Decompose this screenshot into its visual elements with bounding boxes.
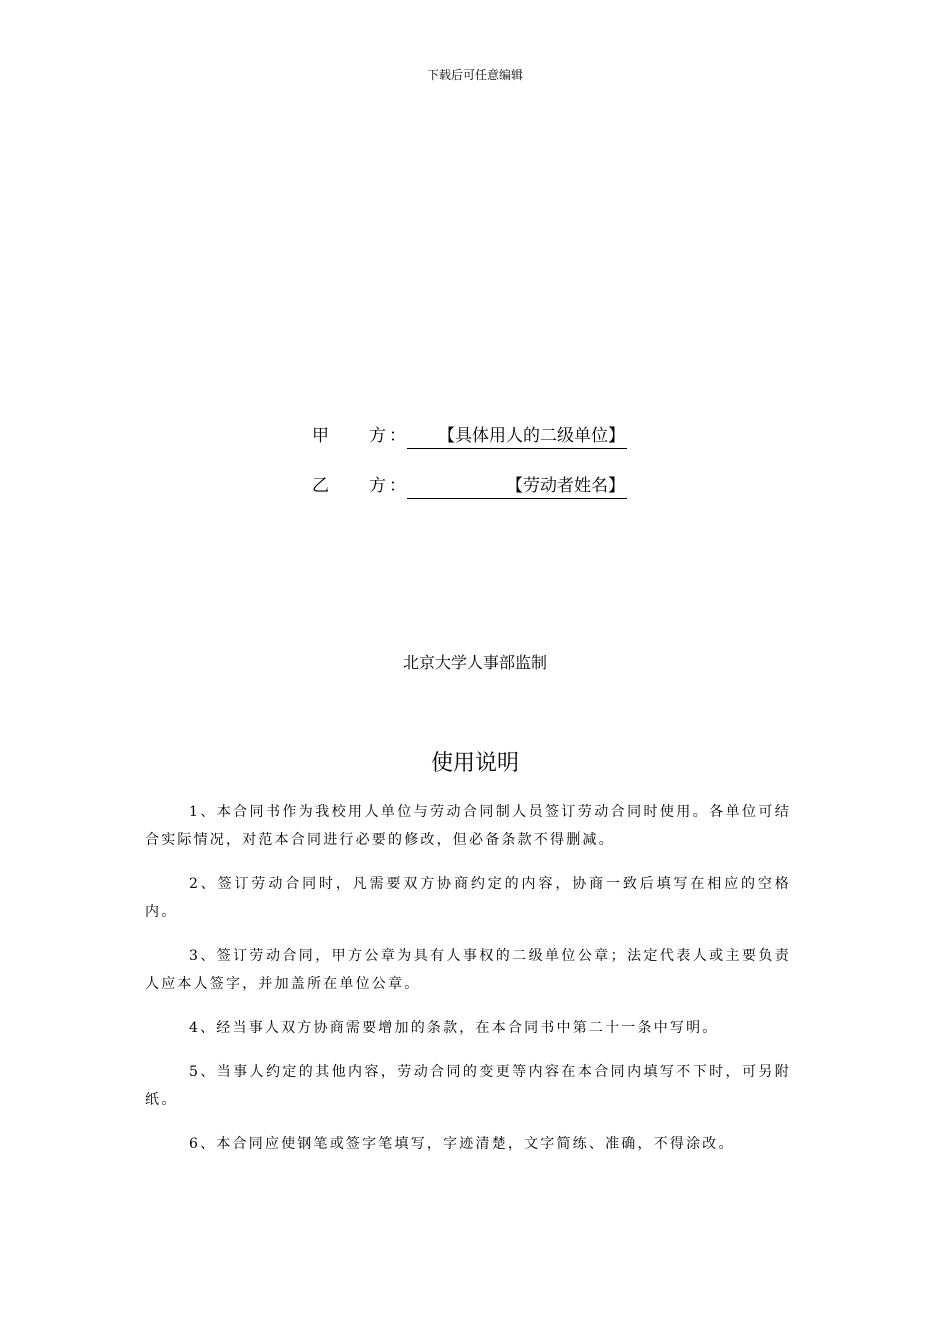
party-a-label-char-2: 方 [369,426,386,446]
party-a-colon: ： [389,426,406,446]
instructions-list [145,798,791,1174]
party-b-label-char-2: 方 [369,476,386,496]
party-a-label-char-1: 甲 [312,426,329,446]
instructions-title: 使用说明 [430,751,519,776]
party-a-value-field[interactable]: 【具体用人的二级单位】 [407,423,627,449]
party-b-label-char-1: 乙 [312,476,329,496]
supervisor-line: 北京大学人事部监制 [402,653,547,672]
party-b-value-field[interactable]: 【劳动者姓名】 [407,473,627,499]
instruction-item: 4、经当事人双方协商需要增加的条款，在本合同书中第二十一条中写明。 [189,1020,719,1036]
party-b-colon: ： [389,476,406,496]
instruction-item: 3、签订劳动合同，甲方公章为具有人事权的二级单位公章；法定代表人或主要负责人应本人签字，并加盖所在单位公章。 [145,948,791,992]
instruction-item: 6、本合同应使钢笔或签字笔填写，字迹清楚，文字简练、准确，不得涂改。 [189,1136,735,1152]
instruction-item: 5、当事人约定的其他内容，劳动合同的变更等内容在本合同内填写不下时，可另附纸。 [145,1064,791,1108]
instruction-item: 2、签订劳动合同时，凡需要双方协商约定的内容，协商一致后填写在相应的空格内。 [145,876,791,920]
header-note: 下载后可任意编辑 [426,68,523,82]
instruction-item: 1、本合同书作为我校用人单位与劳动合同制人员签订劳动合同时使用。各单位可结合实际情况，对范本合同进行必要的修改，但必备条款不得删减。 [145,804,791,848]
